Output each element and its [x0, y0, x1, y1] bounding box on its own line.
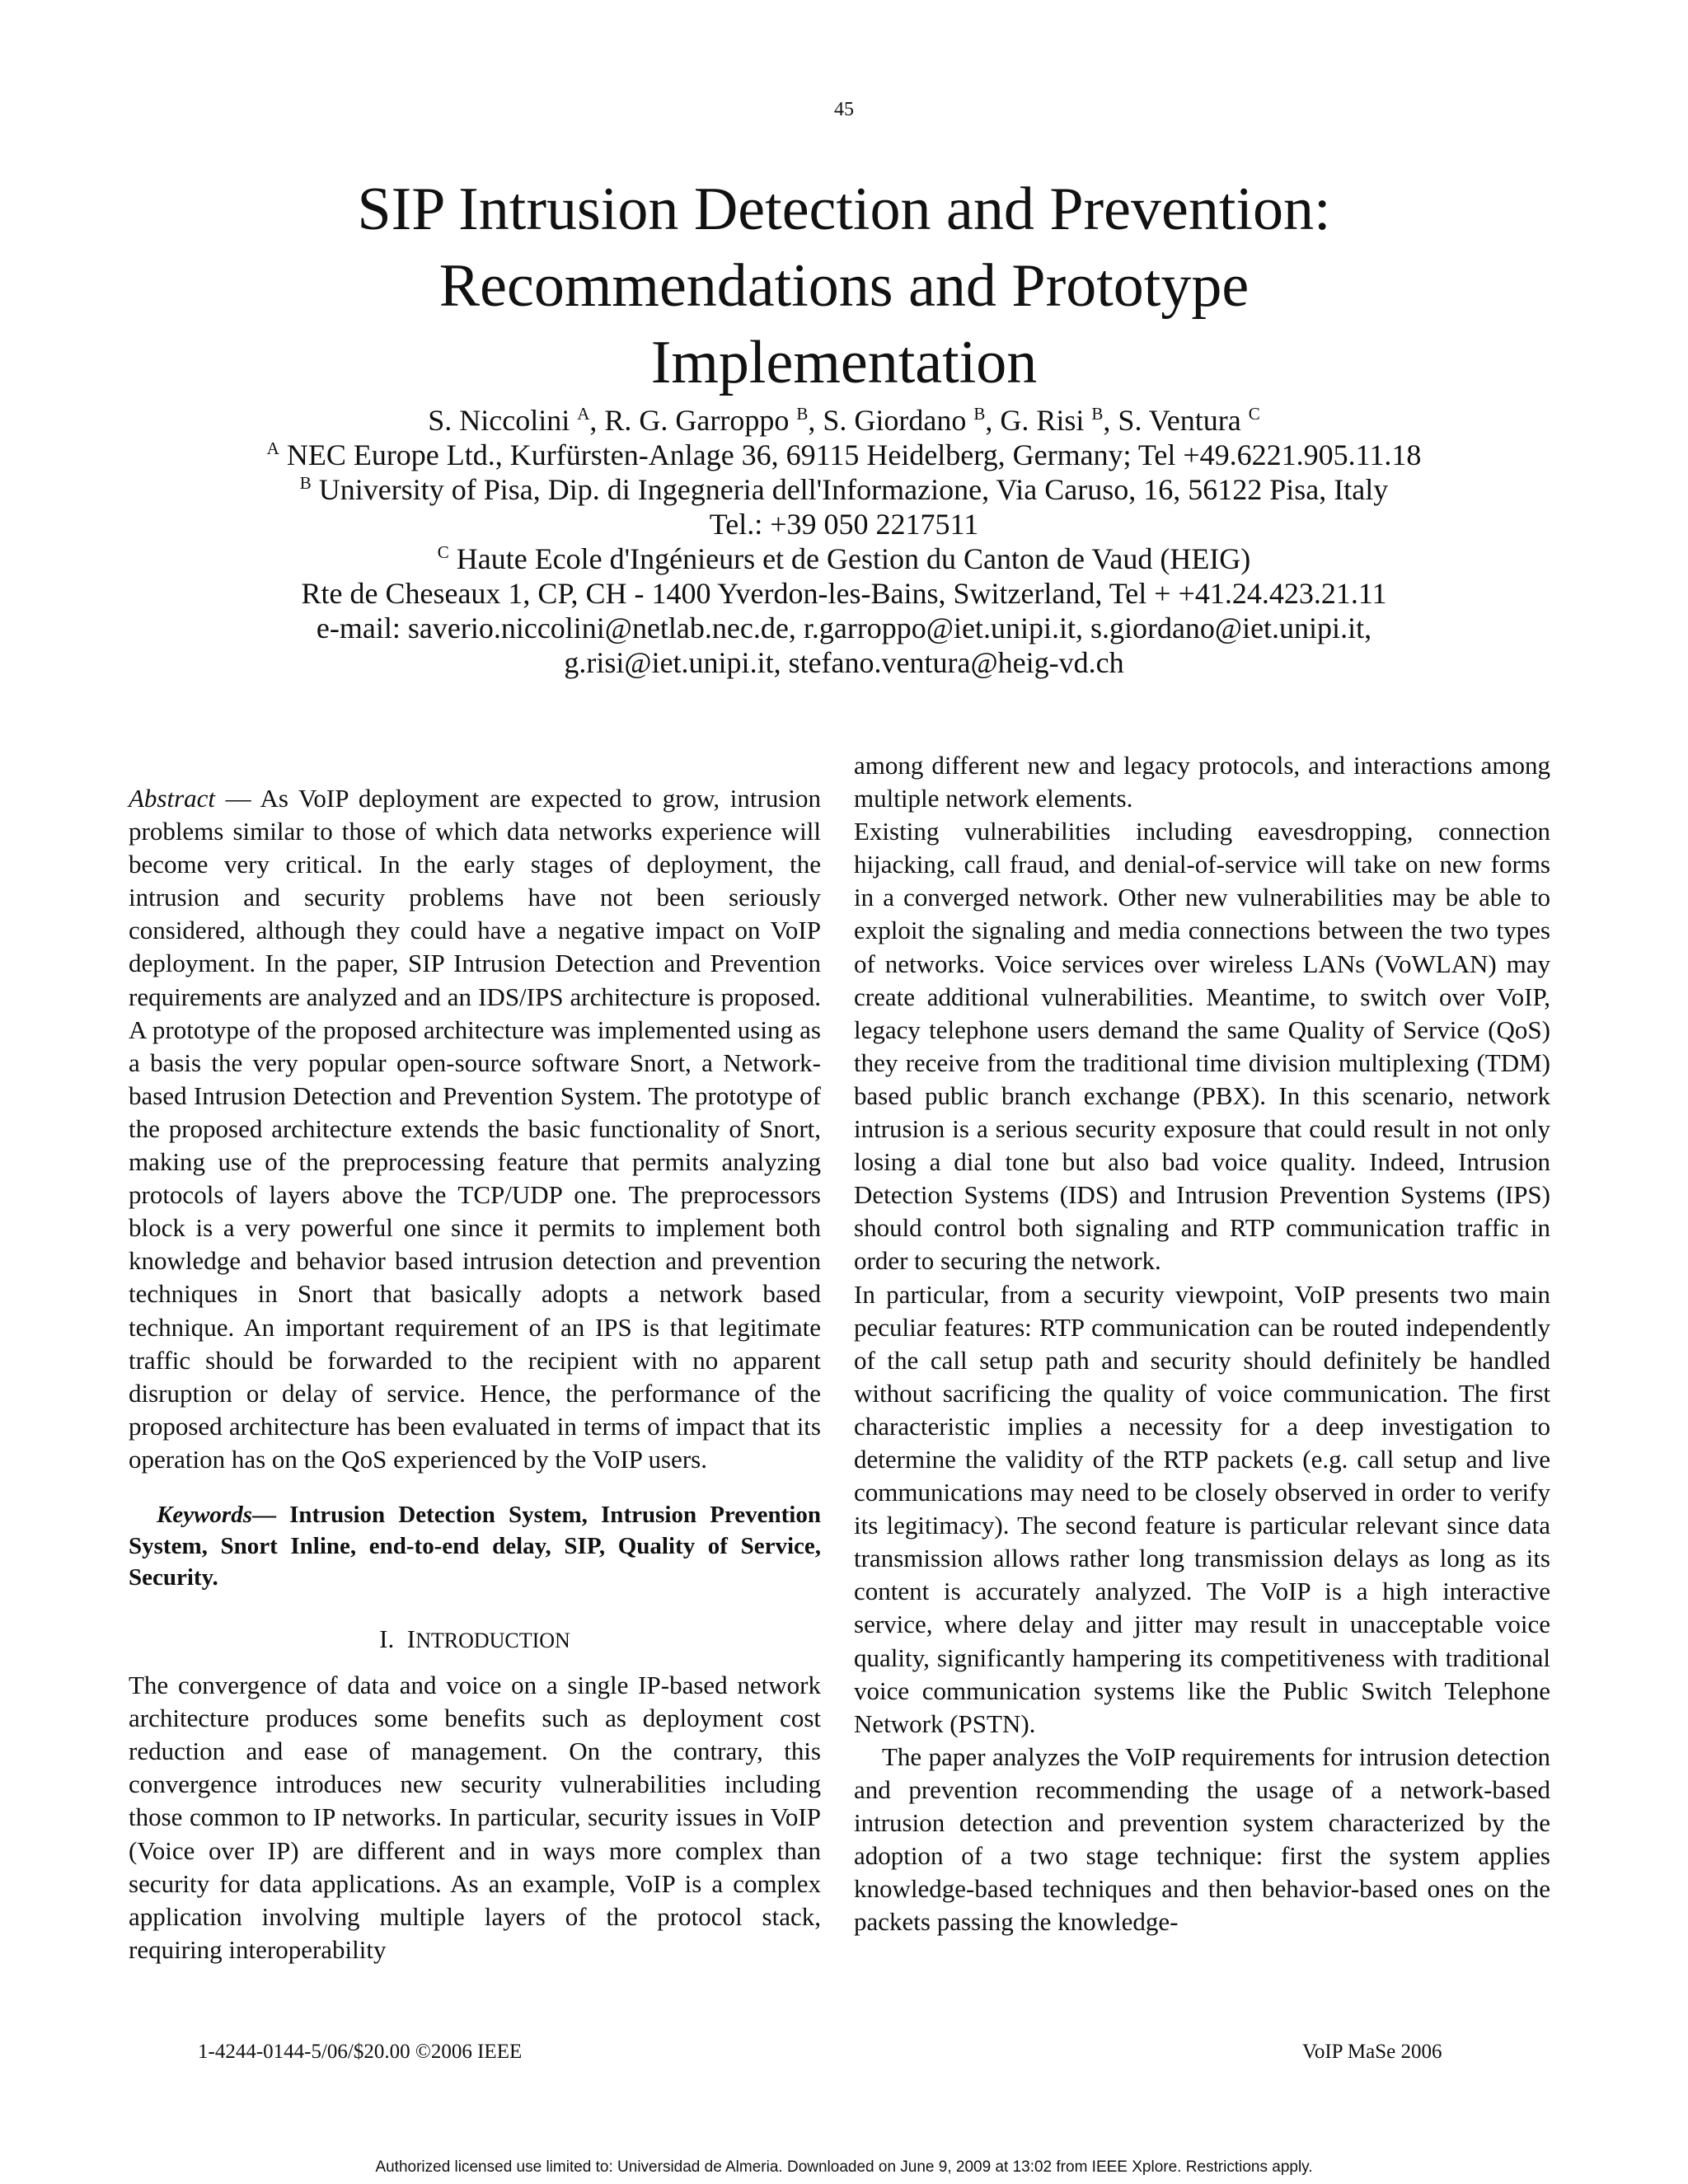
section-number: I.: [379, 1624, 395, 1653]
title-line: Implementation: [650, 329, 1038, 396]
body-paragraph: The convergence of data and voice on a single IP-based network architecture produces some benefits such as deployment cost reduction and ease of management. On the contrary, this convergence introduces new security vulnerabilities including those common to IP networks. In particular, security issues in VoIP (Voice over IP) are different and in ways more complex than security for data applications. As an example, VoIP is a complex application involving multiple layers of the protocol stack, requiring interoperability: [129, 1671, 821, 1964]
author-name: , R. G. Garroppo: [589, 404, 790, 437]
author-name: , S. Ventura: [1103, 404, 1241, 437]
abstract-label: Abstract: [129, 784, 216, 813]
author-list: [102, 403, 1586, 438]
email-line: e-mail: saverio.niccolini@netlab.nec.de, r.garroppo@iet.unipi.it, s.giordano@iet.unipi.it,: [316, 612, 1372, 644]
copyright-footer: 1-4244-0144-5/06/$20.00 ©2006 IEEE: [198, 2041, 523, 2063]
section-title-rest: NTRODUCTION: [415, 1628, 570, 1652]
affiliation-b: [102, 472, 1586, 507]
body-paragraph: Existing vulnerabilities including eavesdropping, connection hijacking, call fraud, and denial-of-service will take on new forms in a converged network. Other new vulnerabilities may be able to exploit the signaling and media connections between the two types of networks. Voice services over wireless LANs (VoWLAN) may create additional vulnerabilities. Meantime, to switch over VoIP, legacy telephone users demand the same Quality of Service (QoS) they receive from the traditional time division multiplexing (TDM) based public branch exchange (PBX). In this scenario, network intrusion is a serious security exposure that could result in not only losing a dial tone but also bad voice quality. Indeed, Intrusion Detection Systems (IDS) and Intrusion Prevention Systems (IPS) should control both signaling and RTP communication traffic in order to securing the network.: [854, 817, 1550, 1276]
author-block: [102, 403, 1586, 680]
abstract: [129, 782, 821, 1476]
title-line: SIP Intrusion Detection and Prevention:: [357, 176, 1331, 243]
license-notice: Authorized licensed use limited to: Universidad de Almeria. Downloaded on June 9, 2009 at 13:02 from IEEE Xplore. Restrictions apply.: [375, 2158, 1313, 2176]
affiliation-b-tel: Tel.: +39 050 2217511: [709, 508, 979, 541]
author-affil-mark: B: [973, 404, 986, 424]
page-number: 45: [834, 99, 854, 120]
section-heading-introduction: [129, 1623, 821, 1657]
affiliation-text: NEC Europe Ltd., Kurfürsten-Anlage 36, 69115 Heidelberg, Germany; Tel +49.6221.905.11.18: [286, 438, 1422, 471]
author-affil-mark: C: [1248, 404, 1260, 424]
author-affil-mark: A: [577, 404, 590, 424]
keywords: [129, 1499, 821, 1593]
author-name: S. Niccolini: [428, 404, 570, 437]
venue-footer: VoIP MaSe 2006: [1302, 2041, 1442, 2063]
keywords-text: — Intrusion Detection System, Intrusion Prevention System, Snort Inline, end-to-end delay, SIP, Quality of Service, Security.: [129, 1501, 821, 1591]
left-column: [129, 782, 821, 1966]
affiliation-c: [102, 541, 1586, 576]
keywords-label: Keywords: [157, 1501, 252, 1528]
body-paragraph: among different new and legacy protocols, and interactions among multiple network elements.: [854, 751, 1550, 813]
abstract-text: — As VoIP deployment are expected to grow, intrusion problems similar to those of which data networks experience will become very critical. In the early stages of deployment, the intrusion and security problems have not been seriously considered, although they could have a negative impact on VoIP deployment. In the paper, SIP Intrusion Detection and Prevention requirements are analyzed and an IDS/IPS architecture is proposed. A prototype of the proposed architecture was implemented using as a basis the very popular open-source software Snort, a Network-based Intrusion Detection and Prevention System. The prototype of the proposed architecture extends the basic functionality of Snort, making use of the preprocessing feature that permits analyzing protocols of layers above the TCP/UDP one. The preprocessors block is a very powerful one since it permits to implement both knowledge and behavior based intrusion detection and prevention techniques in Snort that basically adopts a network based technique. An important requirement of an IPS is that legitimate traffic should be forwarded to the recipient with no apparent disruption or delay of service. Hence, the performance of the proposed architecture has been evaluated in terms of impact that its operation has on the QoS experienced by the VoIP users.: [129, 784, 821, 1474]
affiliation-text: Haute Ecole d'Ingénieurs et de Gestion du Canton de Vaud (HEIG): [456, 542, 1251, 575]
affiliation-text: University of Pisa, Dip. di Ingegneria dell'Informazione, Via Caruso, 16, 56122 Pisa, Italy: [318, 473, 1389, 506]
affil-mark: C: [437, 542, 449, 562]
affiliation-c-address: Rte de Cheseaux 1, CP, CH - 1400 Yverdon-les-Bains, Switzerland, Tel + +41.24.423.21.11: [301, 577, 1387, 610]
body-paragraph: In particular, from a security viewpoint, VoIP presents two main peculiar features: RTP communication can be routed independently of the call setup path and security should definitely be handled without sacrificing the quality of voice communication. The first characteristic implies a necessity for a deep investigation to determine the validity of the RTP packets (e.g. call setup and live communications may need to be closely observed in order to verify its legitimacy). The second feature is particular relevant since data transmission allows rather long transmission delays as long as its content is accurately analyzed. The VoIP is a high interactive service, where delay and jitter may result in unacceptable voice quality, significantly hampering its competitiveness with traditional voice communication systems like the Public Switch Telephone Network (PSTN).: [854, 1279, 1550, 1738]
affiliation-a: [102, 438, 1586, 472]
author-name: , S. Giordano: [808, 404, 967, 437]
body-paragraph: The paper analyzes the VoIP requirements for intrusion detection and prevention recommending the usage of a network-based intrusion detection and prevention system characterized by the adoption of a two stage technique: first the system applies knowledge-based techniques and then behavior-based ones on the packets passing the knowledge-: [854, 1741, 1550, 1937]
title-line: Recommendations and Prototype: [438, 252, 1250, 320]
section-title-cap: I: [406, 1624, 416, 1653]
affil-mark: B: [299, 473, 312, 493]
author-affil-mark: B: [796, 404, 809, 424]
right-column: [854, 749, 1550, 1938]
email-line: g.risi@iet.unipi.it, stefano.ventura@heig-vd.ch: [564, 646, 1124, 679]
affil-mark: A: [266, 438, 279, 458]
paper-title: [185, 171, 1503, 401]
author-affil-mark: B: [1091, 404, 1104, 424]
author-name: , G. Risi: [985, 404, 1085, 437]
